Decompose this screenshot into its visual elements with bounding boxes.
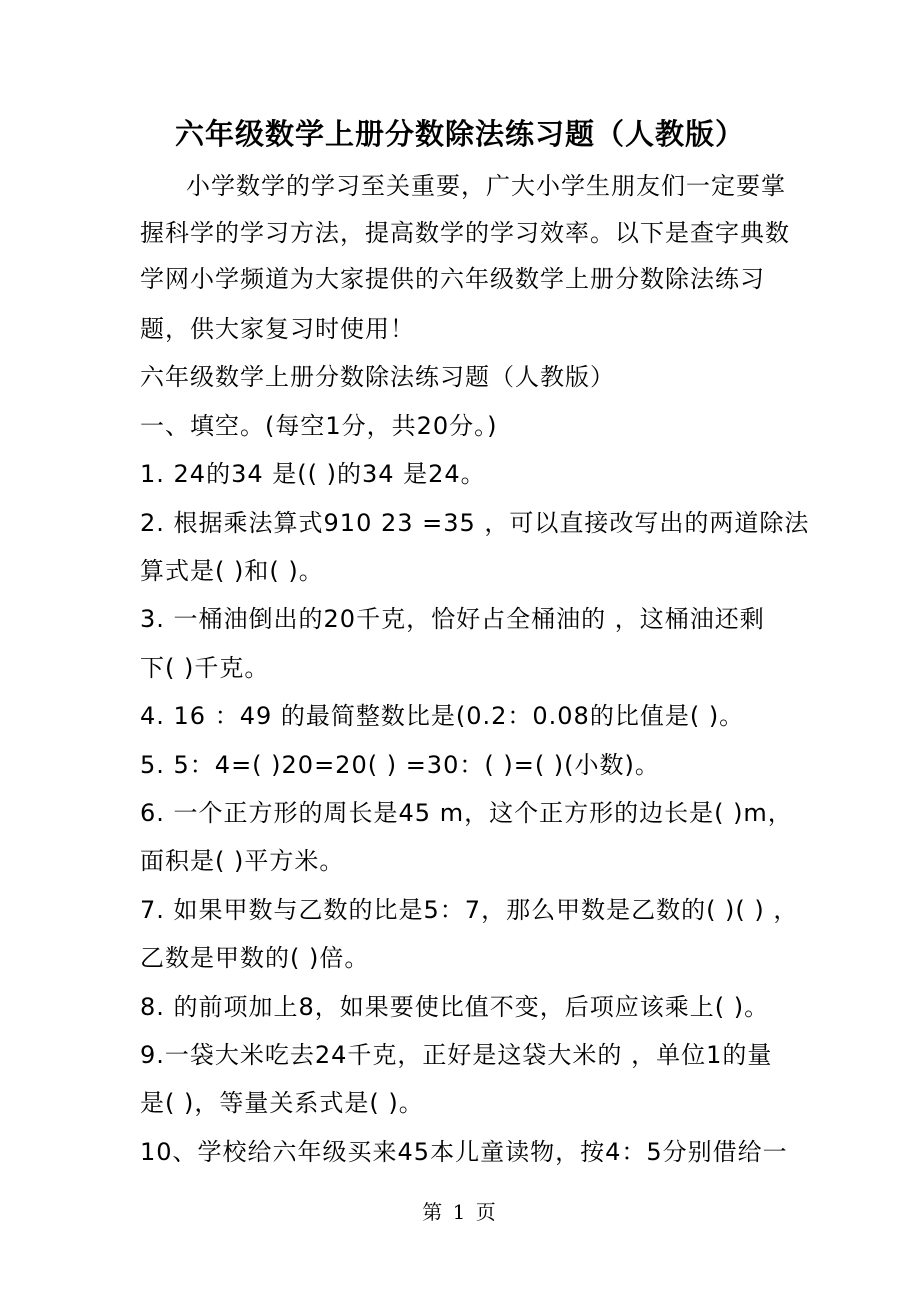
intro-line-2: 握科学的学习方法，提高数学的学习效率。以下是查字典数 bbox=[140, 219, 790, 247]
question-line: 9.一袋大米吃去24千克，正好是这袋大米的 ，单位1的量 bbox=[140, 1041, 773, 1069]
question-line: 乙数是甲数的( )倍。 bbox=[140, 944, 370, 972]
intro-line-4: 题，供大家复习时使用！ bbox=[140, 315, 415, 343]
subtitle: 六年级数学上册分数除法练习题（人教版） bbox=[140, 363, 615, 391]
question-line: 下( )千克。 bbox=[140, 654, 270, 682]
question-line: 1. 24的34 是(( )的34 是24。 bbox=[140, 460, 486, 488]
question-line: 7. 如果甲数与乙数的比是5：7，那么甲数是乙数的( )( ) ， bbox=[140, 896, 799, 924]
question-line: 2. 根据乘法算式910 23 =35 ，可以直接改写出的两道除法 bbox=[140, 509, 810, 537]
question-line: 6. 一个正方形的周长是45 m，这个正方形的边长是( )m， bbox=[140, 799, 793, 827]
intro-line-3: 学网小学频道为大家提供的六年级数学上册分数除法练习 bbox=[140, 265, 765, 293]
intro-line-1: 小学数学的学习至关重要，广大小学生朋友们一定要掌 bbox=[186, 172, 786, 200]
question-line: 4. 16 ：49 的最简整数比是(0.2：0.08的比值是( )。 bbox=[140, 702, 745, 730]
question-line: 是( )，等量关系式是( )。 bbox=[140, 1089, 424, 1117]
question-line: 面积是( )平方米。 bbox=[140, 847, 345, 875]
document-title: 六年级数学上册分数除法练习题（人教版） bbox=[174, 117, 745, 151]
question-line: 算式是( )和( )。 bbox=[140, 557, 324, 585]
page-number: 第 1 页 bbox=[422, 1200, 498, 1224]
question-line: 3. 一桶油倒出的20千克，恰好占全桶油的 ，这桶油还剩 bbox=[140, 605, 765, 633]
question-line: 10、学校给六年级买来45本儿童读物，按4：5分别借给一 bbox=[140, 1138, 788, 1166]
question-line: 5. 5：4=( )20=20( ) =30：( )=( )(小数)。 bbox=[140, 751, 660, 779]
section-heading: 一、填空。(每空1分，共20分。) bbox=[140, 412, 498, 440]
question-line: 8. 的前项加上8，如果要使比值不变，后项应该乘上( )。 bbox=[140, 993, 770, 1021]
